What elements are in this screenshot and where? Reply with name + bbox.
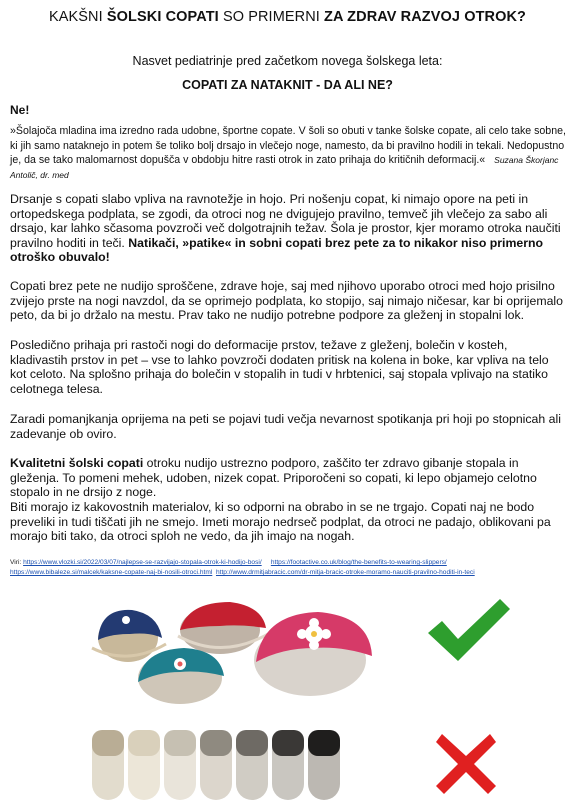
source-link-1[interactable]: https://www.vlozki.si/2022/03/07/najlepse-se-razvijajo-stopala-otrok-ki-hodijo-bosi/ bbox=[23, 559, 262, 566]
quote-author: Suzana Škorjanc Antolič, dr. med bbox=[10, 155, 559, 180]
not-recommended-slippers-image bbox=[88, 724, 358, 804]
source-link-4[interactable]: http://www.drmitjabracic.com/dr-mitja-bracic-otroke-moramo-nauciti-pravilno-hoditi-in-teci bbox=[215, 569, 475, 576]
source-link-3[interactable]: https://www.bibaleze.si/malcek/kaksne-copate-naj-bi-nosili-otroci.html bbox=[10, 569, 213, 576]
section-heading: COPATI ZA NATAKNIT - DA ALI NE? bbox=[182, 78, 393, 92]
paragraph-6: Biti morajo iz kakovostnih materialov, ki so odporni na obrabo in se ne trgajo. Copati naj ne bodo preveliki in tudi tiščati jih ne smejo. Imeti morajo nedrseč podplat, da otroci ne padajo, oblikovani pa morajo biti tako, da otroci sploh ne vedo, da jih imajo na nogah. bbox=[10, 500, 551, 544]
quote-text: »Šolajoča mladina ima izredno rada udobne, športne copate. V šoli so obuti v tanke šolske copate, ali celo take sobne, ki jih samo nataknejo in potem še toliko bolj drsajo in vlečejo noge, namesto, da bi pravilno hodili in tekali. Nedopustno je, da se tako malomarnost dopušča v obdobju hitre rasti otrok in zato prihaja do kritičnih deformacij.« bbox=[10, 125, 566, 167]
source-link-2[interactable]: https://footactive.co.uk/blog/the-benefits-to-wearing-slippers/ bbox=[270, 559, 447, 566]
no-label: Ne! bbox=[10, 103, 30, 117]
check-icon bbox=[424, 595, 514, 665]
paragraph-3: Posledično prihaja pri rastoči nogi do deformacije prstov, težave z gleženj, bolečin v kosteh, kladivastih prstov in pet – vse to lahko povzroči dodaten pritisk na kolena in boke, kar vpliva na telo kot celoto. Na splošno prihaja do bolečin v stopalih in tudi v hrbtenici, saj stopala vplivajo na statiko celotnega telesa. bbox=[10, 338, 549, 396]
paragraph-5: Kvalitetni šolski copati otroku nudijo ustrezno podporo, zaščito ter zdravo gibanje stopala in gleženja. To pomeni mehek, udoben, nizek copat. Priporočeni so copati, ki lepo objamejo celotno stopalo in ne drsijo z noge. bbox=[10, 456, 537, 500]
cross-icon bbox=[432, 730, 500, 798]
recommended-slippers-image bbox=[80, 590, 380, 708]
subtitle: Nasvet pediatrinje pred začetkom novega šolskega leta: bbox=[132, 54, 443, 68]
sources bbox=[10, 558, 570, 578]
paragraph-2: Copati brez pete ne nudijo sproščene, zdrave hoje, saj med njihovo uporabo otroci med hojo prisilno zvijejo prste na nogi navzdol, da se oprimejo podplata, ko stopijo, saj nimajo ničesar, kar bi oprijemalo peto, da bi jo držalo na mestu. Prav tako ne nudijo potrebne podpore za gleženj in stopalni lok. bbox=[10, 279, 563, 323]
page-title: KAKŠNI ŠOLSKI COPATI SO PRIMERNI ZA ZDRAV RAZVOJ OTROK? bbox=[48, 9, 527, 25]
sources-label: Viri: bbox=[10, 559, 24, 566]
paragraph-1: Drsanje s copati slabo vpliva na ravnotežje in hojo. Pri nošenju copat, ki nimajo opore na peti in ortopedskega podplata, se zgodi, da otroci nog ne dvigujejo pravilno, temveč jih vlečejo za sabo ali drsajo, kar lahko sčasoma povzroči več dolgotrajnih težav. Šola je prostor, kjer moramo otroka naučiti pravilno hoditi in teči. Natikači, »patike« in sobni copati brez pete za to nikakor niso primerno otroško obuvalo! bbox=[10, 192, 561, 265]
paragraph-4: Zaradi pomanjkanja oprijema na peti se pojavi tudi večja nevarnost spotikanja pri hoji po stopnicah ali zadevanje ob oviro. bbox=[10, 412, 561, 441]
pediatrician-quote bbox=[10, 124, 566, 182]
